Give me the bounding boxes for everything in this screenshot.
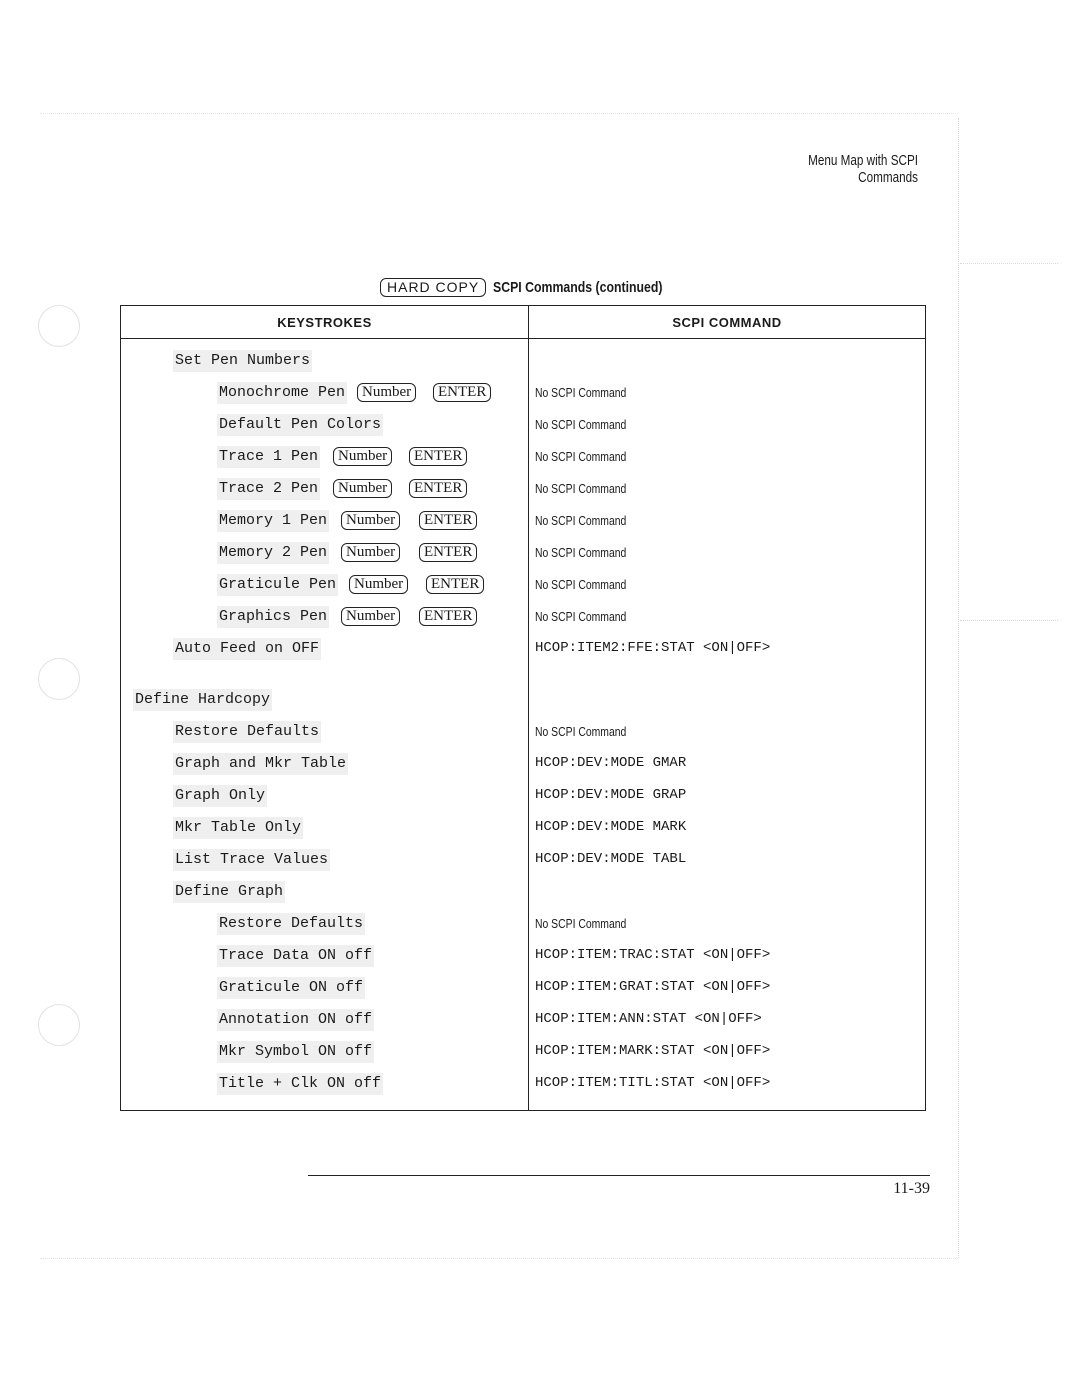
softkey-label: Graph Only [173,785,267,807]
softkey-label: Restore Defaults [217,913,365,935]
softkey-label: Memory 1 Pen [217,510,329,532]
scpi-command: No SCPI Command [535,481,627,496]
table-row [121,683,528,715]
number-key: Number [341,511,400,530]
scpi-command: HCOP:ITEM:MARK:STAT <ON|OFF> [535,1043,771,1059]
table-row [529,843,925,875]
scpi-command: HCOP:ITEM:TITL:STAT <ON|OFF> [535,1075,771,1091]
enter-key: ENTER [419,543,477,562]
page-edge-bottom [40,1258,958,1259]
number-key: Number [349,575,408,594]
table-caption [380,278,700,297]
footer-rule [308,1175,930,1176]
number-key: Number [333,479,392,498]
table-row [529,907,925,939]
softkey-label: Graticule Pen [217,574,338,596]
table-row [121,843,528,875]
scpi-command: No SCPI Command [535,449,627,464]
hard-copy-key: HARD COPY [380,278,486,297]
table-row [121,779,528,811]
table-row [529,1067,925,1099]
table-row [529,504,925,536]
scpi-command: No SCPI Command [535,609,627,624]
enter-key: ENTER [409,479,467,498]
softkey-label: Graphics Pen [217,606,329,628]
number-key: Number [333,447,392,466]
table-row [529,376,925,408]
table-row [121,408,528,440]
page-number: 11-39 [893,1180,930,1197]
scpi-command: No SCPI Command [535,385,627,400]
softkey-label: Mkr Symbol ON off [217,1041,374,1063]
table-row [121,811,528,843]
table-row [529,632,925,664]
table-row [121,939,528,971]
table-row [121,568,528,600]
table-row [529,875,925,907]
caption-text: SCPI Commands (continued) [493,279,663,296]
scpi-command: No SCPI Command [535,417,627,432]
page-edge-top [40,113,958,114]
scpi-command: No SCPI Command [535,916,627,931]
scpi-column [529,339,926,1111]
softkey-label: Mkr Table Only [173,817,303,839]
scpi-command: HCOP:ITEM:ANN:STAT <ON|OFF> [535,1011,762,1027]
softkey-label: Trace Data ON off [217,945,374,967]
softkey-label: Define Graph [173,881,285,903]
table-row [529,568,925,600]
scpi-command-table [120,305,926,1111]
softkey-label: Define Hardcopy [133,689,272,711]
scpi-command: HCOP:ITEM:TRAC:STAT <ON|OFF> [535,947,771,963]
number-key: Number [357,383,416,402]
enter-key: ENTER [409,447,467,466]
enter-key: ENTER [419,607,477,626]
table-row [529,971,925,1003]
table-row [121,376,528,408]
scpi-command: HCOP:ITEM2:FFE:STAT <ON|OFF> [535,640,771,656]
scpi-command: HCOP:DEV:MODE GRAP [535,787,687,803]
softkey-label: Set Pen Numbers [173,350,312,372]
softkey-label: Restore Defaults [173,721,321,743]
table-row [529,715,925,747]
table-row [529,939,925,971]
table-row [529,811,925,843]
table-row [121,715,528,747]
table-row [121,472,528,504]
table-row [529,472,925,504]
table-row [121,907,528,939]
softkey-label: Graph and Mkr Table [173,753,348,775]
page-edge-tick [960,620,1058,621]
table-row [529,1035,925,1067]
table-row [121,1067,528,1099]
table-row [529,779,925,811]
table-row [121,747,528,779]
scpi-command: No SCPI Command [535,513,627,528]
page-edge-tick [960,263,1058,264]
punch-hole [38,305,80,347]
scpi-command: HCOP:DEV:MODE MARK [535,819,687,835]
table-row [121,971,528,1003]
column-header-scpi: SCPI COMMAND [529,306,926,339]
table-row [121,440,528,472]
table-row [529,440,925,472]
number-key: Number [341,543,400,562]
softkey-label: List Trace Values [173,849,330,871]
scpi-command: No SCPI Command [535,724,627,739]
page-edge-right [958,118,959,1258]
table-row [121,1003,528,1035]
softkey-label: Memory 2 Pen [217,542,329,564]
table-row [121,1035,528,1067]
scpi-command: HCOP:ITEM:GRAT:STAT <ON|OFF> [535,979,771,995]
scpi-command: No SCPI Command [535,577,627,592]
table-row [121,600,528,632]
punch-hole [38,1004,80,1046]
softkey-label: Graticule ON off [217,977,365,999]
keystrokes-column [121,339,529,1111]
scpi-command: HCOP:DEV:MODE TABL [535,851,687,867]
punch-hole [38,658,80,700]
scpi-command: HCOP:DEV:MODE GMAR [535,755,687,771]
softkey-label: Trace 1 Pen [217,446,320,468]
table-row [529,600,925,632]
column-header-keystrokes: KEYSTROKES [121,306,529,339]
table-row [121,536,528,568]
table-row [121,344,528,376]
running-head: Menu Map with SCPI Commands [808,152,918,186]
softkey-label: Default Pen Colors [217,414,383,436]
softkey-label: Annotation ON off [217,1009,374,1031]
enter-key: ENTER [426,575,484,594]
softkey-label: Trace 2 Pen [217,478,320,500]
table-row [529,536,925,568]
softkey-label: Monochrome Pen [217,382,347,404]
table-row [529,344,925,376]
enter-key: ENTER [433,383,491,402]
enter-key: ENTER [419,511,477,530]
softkey-label: Auto Feed on OFF [173,638,321,660]
table-row [529,408,925,440]
table-row [529,1003,925,1035]
table-row [121,875,528,907]
softkey-label: Title + Clk ON off [217,1073,383,1095]
table-row [121,632,528,664]
table-row [529,683,925,715]
scpi-command: No SCPI Command [535,545,627,560]
table-row [121,504,528,536]
table-row [529,747,925,779]
number-key: Number [341,607,400,626]
